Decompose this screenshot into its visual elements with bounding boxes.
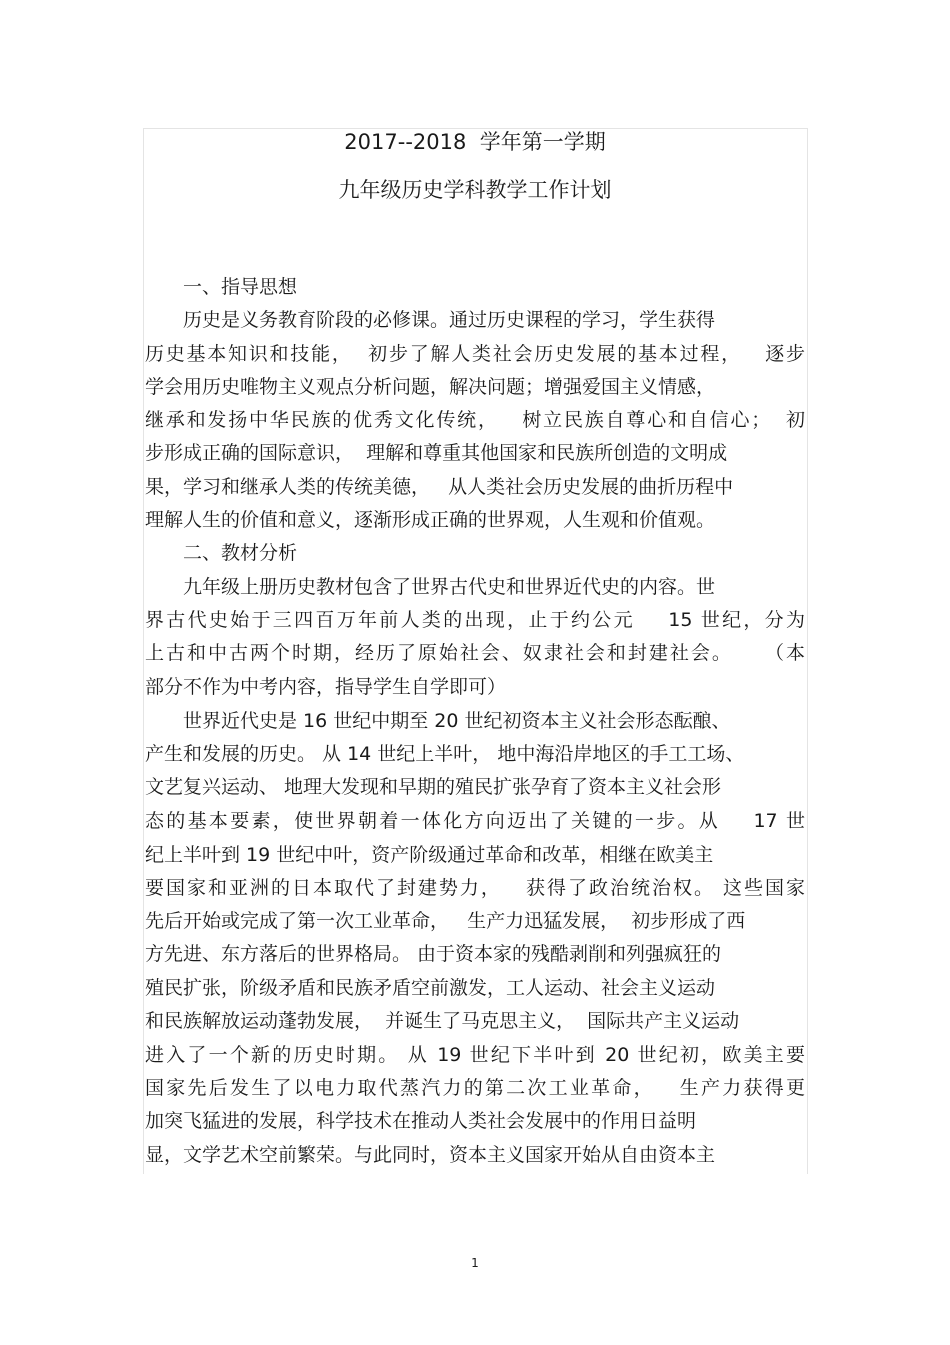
paragraph-line: 产生和发展的历史。 从 14 世纪上半叶， 地中海沿岸地区的手工工场、 [145,743,745,765]
paragraph-line: 态的基本要素，使世界朝着一体化方向迈出了关键的一步。从 17 世 [145,810,805,832]
paragraph-line: 和民族解放运动蓬勃发展， 并诞生了马克思主义， 国际共产主义运动 [145,1010,740,1032]
paragraph-line: 步形成正确的国际意识， 理解和尊重其他国家和民族所创造的文明成 [145,442,728,464]
paragraph-line: 进入了一个新的历史时期。 从 19 世纪下半叶到 20 世纪初，欧美主要 [145,1044,805,1066]
paragraph-line: 先后开始或完成了第一次工业革命， 生产力迅猛发展， 初步形成了西 [145,910,746,932]
paragraph-line: 历史基本知识和技能， 初步了解人类社会历史发展的基本过程， 逐步 [145,343,805,365]
paragraph-line: 部分不作为中考内容，指导学生自学即可） [145,676,507,698]
paragraph-line: 历史是义务教育阶段的必修课。通过历史课程的学习，学生获得 [183,309,716,331]
paragraph-line: 果，学习和继承人类的传统美德， 从人类社会历史发展的曲折历程中 [145,476,734,498]
paragraph-line: 显，文学艺术空前繁荣。与此同时，资本主义国家开始从自由资本主 [145,1144,716,1166]
paragraph-line: 方先进、东方落后的世界格局。 由于资本家的残酷剥削和列强疯狂的 [145,943,722,965]
section-heading-textbook-analysis: 二、教材分析 [183,542,298,564]
paragraph-line: 界古代史始于三四百万年前人类的出现，止于约公元 15 世纪，分为 [145,609,805,631]
paragraph-line: 国家先后发生了以电力取代蒸汽力的第二次工业革命， 生产力获得更 [145,1077,805,1099]
page-number: 1 [471,1256,479,1270]
document-title: 九年级历史学科教学工作计划 [338,178,612,202]
document-title-year: 2017--2018 学年第一学期 [344,130,606,154]
paragraph-line: 世界近代史是 16 世纪中期至 20 世纪初资本主义社会形态酝酿、 [183,710,731,732]
paragraph-line: 殖民扩张，阶级矛盾和民族矛盾空前激发，工人运动、社会主义运动 [145,977,716,999]
paragraph-line: 理解人生的价值和意义，逐渐形成正确的世界观，人生观和价值观。 [145,509,716,531]
paragraph-line: 九年级上册历史教材包含了世界古代史和世界近代史的内容。世 [183,576,716,598]
paragraph-line: 学会用历史唯物主义观点分析问题，解决问题；增强爱国主义情感， [145,376,716,398]
paragraph-line: 加突飞猛进的发展，科学技术在推动人类社会发展中的作用日益明 [145,1110,697,1132]
section-heading-guiding-thought: 一、指导思想 [183,276,298,298]
paragraph-line: 继承和发扬中华民族的优秀文化传统， 树立民族自尊心和自信心； 初 [145,409,805,431]
paragraph-line: 纪上半叶到 19 世纪中叶，资产阶级通过革命和改革，相继在欧美主 [145,844,714,866]
paragraph-line: 上古和中古两个时期，经历了原始社会、奴隶社会和封建社会。 （本 [145,642,805,664]
paragraph-line: 文艺复兴运动、 地理大发现和早期的殖民扩张孕育了资本主义社会形 [145,776,722,798]
paragraph-line: 要国家和亚洲的日本取代了封建势力， 获得了政治统治权。 这些国家 [145,877,805,899]
